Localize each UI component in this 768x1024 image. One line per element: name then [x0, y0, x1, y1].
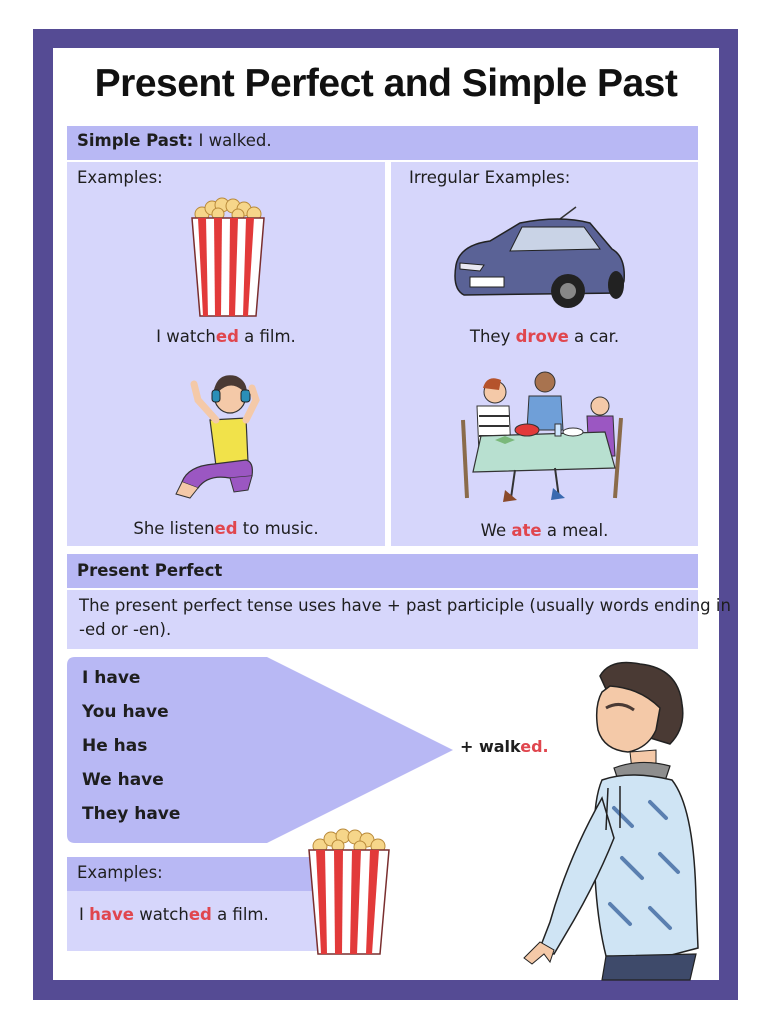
- example-text: a film.: [211, 905, 269, 924]
- girl-headphones-icon: [168, 370, 263, 510]
- example-text: They: [469, 327, 516, 346]
- simple-past-heading-line: [77, 131, 272, 150]
- example-text: a film.: [238, 327, 296, 346]
- irregular-example-2: [391, 521, 698, 540]
- boy-walking-icon: [510, 658, 710, 980]
- pp-example-sentence: [79, 905, 269, 924]
- pronoun-item: I have: [82, 668, 141, 688]
- example-text: She listen: [133, 519, 215, 538]
- example-text: watch: [133, 905, 189, 924]
- pp-examples-label: Examples:: [77, 863, 163, 882]
- example-text: I: [79, 905, 90, 924]
- example-text: I watch: [156, 327, 216, 346]
- description-line-1: The present perfect tense uses have + past participle (usually words ending in: [79, 596, 731, 615]
- present-perfect-heading: Present Perfect: [77, 561, 223, 580]
- examples-label: Examples:: [77, 168, 163, 187]
- participle-ending: ed.: [520, 737, 549, 756]
- description-line-2: -ed or -en).: [79, 620, 172, 639]
- example-text: a meal.: [541, 521, 609, 540]
- regular-example-1: [67, 327, 385, 346]
- pronoun-item: We have: [82, 770, 164, 790]
- pronoun-item: They have: [82, 804, 181, 824]
- regular-example-2: [67, 519, 385, 538]
- example-text: a car.: [568, 327, 620, 346]
- car-icon: [450, 205, 630, 313]
- popcorn-icon: [306, 826, 392, 956]
- irregular-verb: ate: [511, 521, 542, 540]
- verb-ending: ed: [215, 327, 239, 346]
- simple-past-heading-example: I walked.: [198, 131, 272, 150]
- irregular-verb: drove: [515, 327, 569, 346]
- verb-ending: ed: [188, 905, 212, 924]
- irregular-examples-label: Irregular Examples:: [409, 168, 571, 187]
- auxiliary-verb: have: [89, 905, 134, 924]
- pronoun-item: He has: [82, 736, 148, 756]
- participle-prefix: + walk: [460, 737, 521, 756]
- example-text: to music.: [237, 519, 319, 538]
- verb-ending: ed: [214, 519, 238, 538]
- irregular-example-1: [391, 327, 698, 346]
- pronoun-item: You have: [82, 702, 169, 722]
- page-title: Present Perfect and Simple Past: [94, 62, 678, 105]
- pronoun-list: [82, 661, 180, 831]
- family-meal-icon: [455, 370, 630, 505]
- popcorn-icon: [188, 196, 268, 320]
- example-text: We: [480, 521, 512, 540]
- simple-past-heading: Simple Past:: [77, 131, 194, 150]
